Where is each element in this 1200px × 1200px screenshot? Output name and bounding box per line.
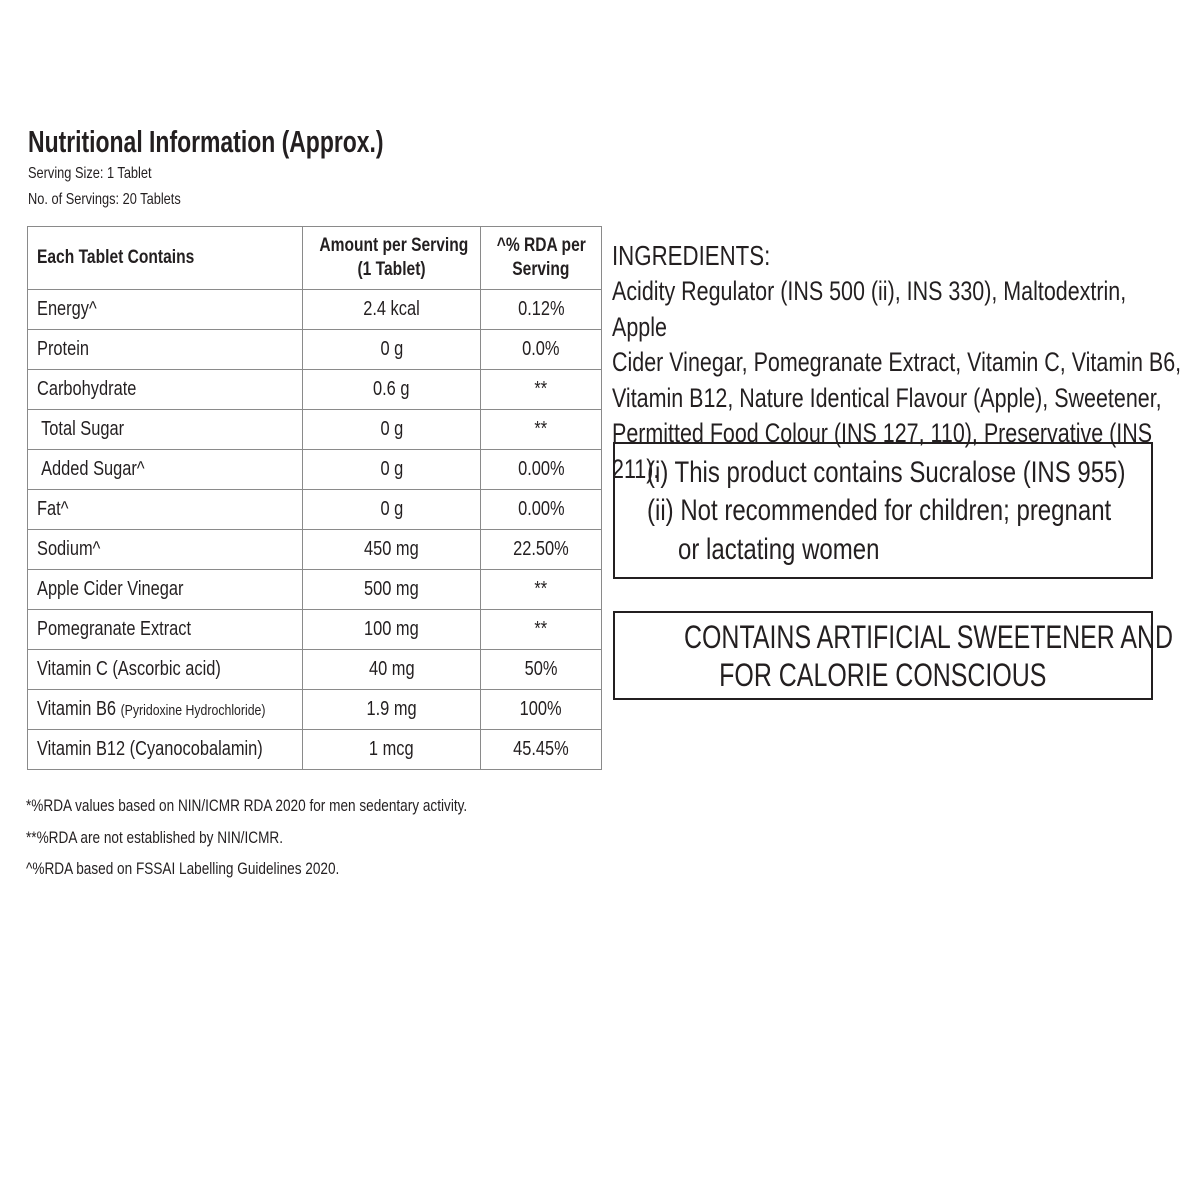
nutrition-table: [27, 226, 602, 770]
nutrient-rda: **: [480, 370, 601, 410]
nutrient-name: Fat^: [28, 490, 303, 530]
nutrient-name: Protein: [28, 330, 303, 370]
warning-line: or lactating women: [678, 533, 880, 566]
nutrient-amount: 0.6 g: [303, 370, 480, 410]
footnote: **%RDA are not established by NIN/ICMR.: [26, 828, 283, 847]
table-row: [28, 570, 602, 610]
table-row: [28, 290, 602, 330]
footnote: ^%RDA based on FSSAI Labelling Guidelines 2020.: [26, 859, 340, 878]
nutrient-name: Carbohydrate: [28, 370, 303, 410]
nutrient-amount: 0 g: [303, 490, 480, 530]
nutrient-rda: 100%: [480, 690, 601, 730]
nutrient-rda: 0.12%: [480, 290, 601, 330]
table-header-row: [28, 227, 602, 290]
nutrient-name: Vitamin B12 (Cyanocobalamin): [28, 730, 303, 770]
table-row: [28, 610, 602, 650]
table-row: [28, 690, 602, 730]
warning-line: (i) This product contains Sucralose (INS 955): [647, 456, 1126, 489]
nutrient-name-detail: (Pyridoxine Hydrochloride): [120, 702, 266, 719]
nutrient-name: Added Sugar^: [28, 450, 303, 490]
nutrient-rda: 0.0%: [480, 330, 601, 370]
nutrient-rda: **: [480, 410, 601, 450]
table-row: [28, 530, 602, 570]
nutrient-name: Vitamin C (Ascorbic acid): [28, 650, 303, 690]
nutrient-rda: 45.45%: [480, 730, 601, 770]
nutrient-rda: 0.00%: [480, 490, 601, 530]
sweetener-notice-box: [613, 611, 1174, 700]
table-row: [28, 650, 602, 690]
header-rda: ^% RDA per Serving: [480, 227, 601, 290]
nutrient-name: Apple Cider Vinegar: [28, 570, 303, 610]
nutrient-amount: 1 mcg: [303, 730, 480, 770]
page-title: Nutritional Information (Approx.): [28, 124, 384, 159]
nutrient-amount: 0 g: [303, 330, 480, 370]
nutrient-name: Pomegranate Extract: [28, 610, 303, 650]
table-row: [28, 450, 602, 490]
nutrient-amount: 2.4 kcal: [303, 290, 480, 330]
nutrient-amount: 40 mg: [303, 650, 480, 690]
footnote: *%RDA values based on NIN/ICMR RDA 2020 for men sedentary activity.: [26, 796, 468, 815]
nutrient-amount: 500 mg: [303, 570, 480, 610]
warning-line: (ii) Not recommended for children; pregnant: [647, 494, 1112, 527]
sweetener-notice-line: CONTAINS ARTIFICIAL SWEETENER AND: [683, 619, 1174, 655]
header-amount: Amount per Serving (1 Tablet): [303, 227, 480, 290]
table-row: [28, 330, 602, 370]
nutrient-name: Vitamin B6 (Pyridoxine Hydrochloride): [28, 690, 303, 730]
table-row: [28, 730, 602, 770]
nutrient-amount: 0 g: [303, 410, 480, 450]
table-row: [28, 410, 602, 450]
sweetener-notice-line: FOR CALORIE CONSCIOUS: [719, 657, 1047, 693]
ingredients-line: Vitamin B12, Nature Identical Flavour (Apple), Sweetener,: [612, 382, 1162, 413]
nutrient-amount: 1.9 mg: [303, 690, 480, 730]
table-row: [28, 490, 602, 530]
header-nutrient: Each Tablet Contains: [28, 227, 303, 290]
nutrient-amount: 0 g: [303, 450, 480, 490]
nutrient-rda: 50%: [480, 650, 601, 690]
nutrient-amount: 450 mg: [303, 530, 480, 570]
nutrient-name: Energy^: [28, 290, 303, 330]
table-row: [28, 370, 602, 410]
nutrient-rda: 0.00%: [480, 450, 601, 490]
ingredients-line: Acidity Regulator (INS 500 (ii), INS 330), Maltodextrin, Apple: [612, 276, 1127, 342]
serving-size: Serving Size: 1 Tablet: [28, 165, 152, 182]
nutrient-name: Sodium^: [28, 530, 303, 570]
ingredients-line: Cider Vinegar, Pomegranate Extract, Vitamin C, Vitamin B6,: [612, 347, 1182, 377]
nutrient-rda: **: [480, 570, 601, 610]
ingredients-line: Permitted Food Colour (INS 127, 110), Preservative (INS 211).: [612, 418, 1153, 484]
nutrient-rda: 22.50%: [480, 530, 601, 570]
nutrient-amount: 100 mg: [303, 610, 480, 650]
servings-count: No. of Servings: 20 Tablets: [28, 191, 181, 208]
nutrient-rda: **: [480, 610, 601, 650]
warning-box: [613, 442, 1153, 579]
nutrient-name: Total Sugar: [28, 410, 303, 450]
ingredients-heading: INGREDIENTS:: [612, 240, 771, 271]
